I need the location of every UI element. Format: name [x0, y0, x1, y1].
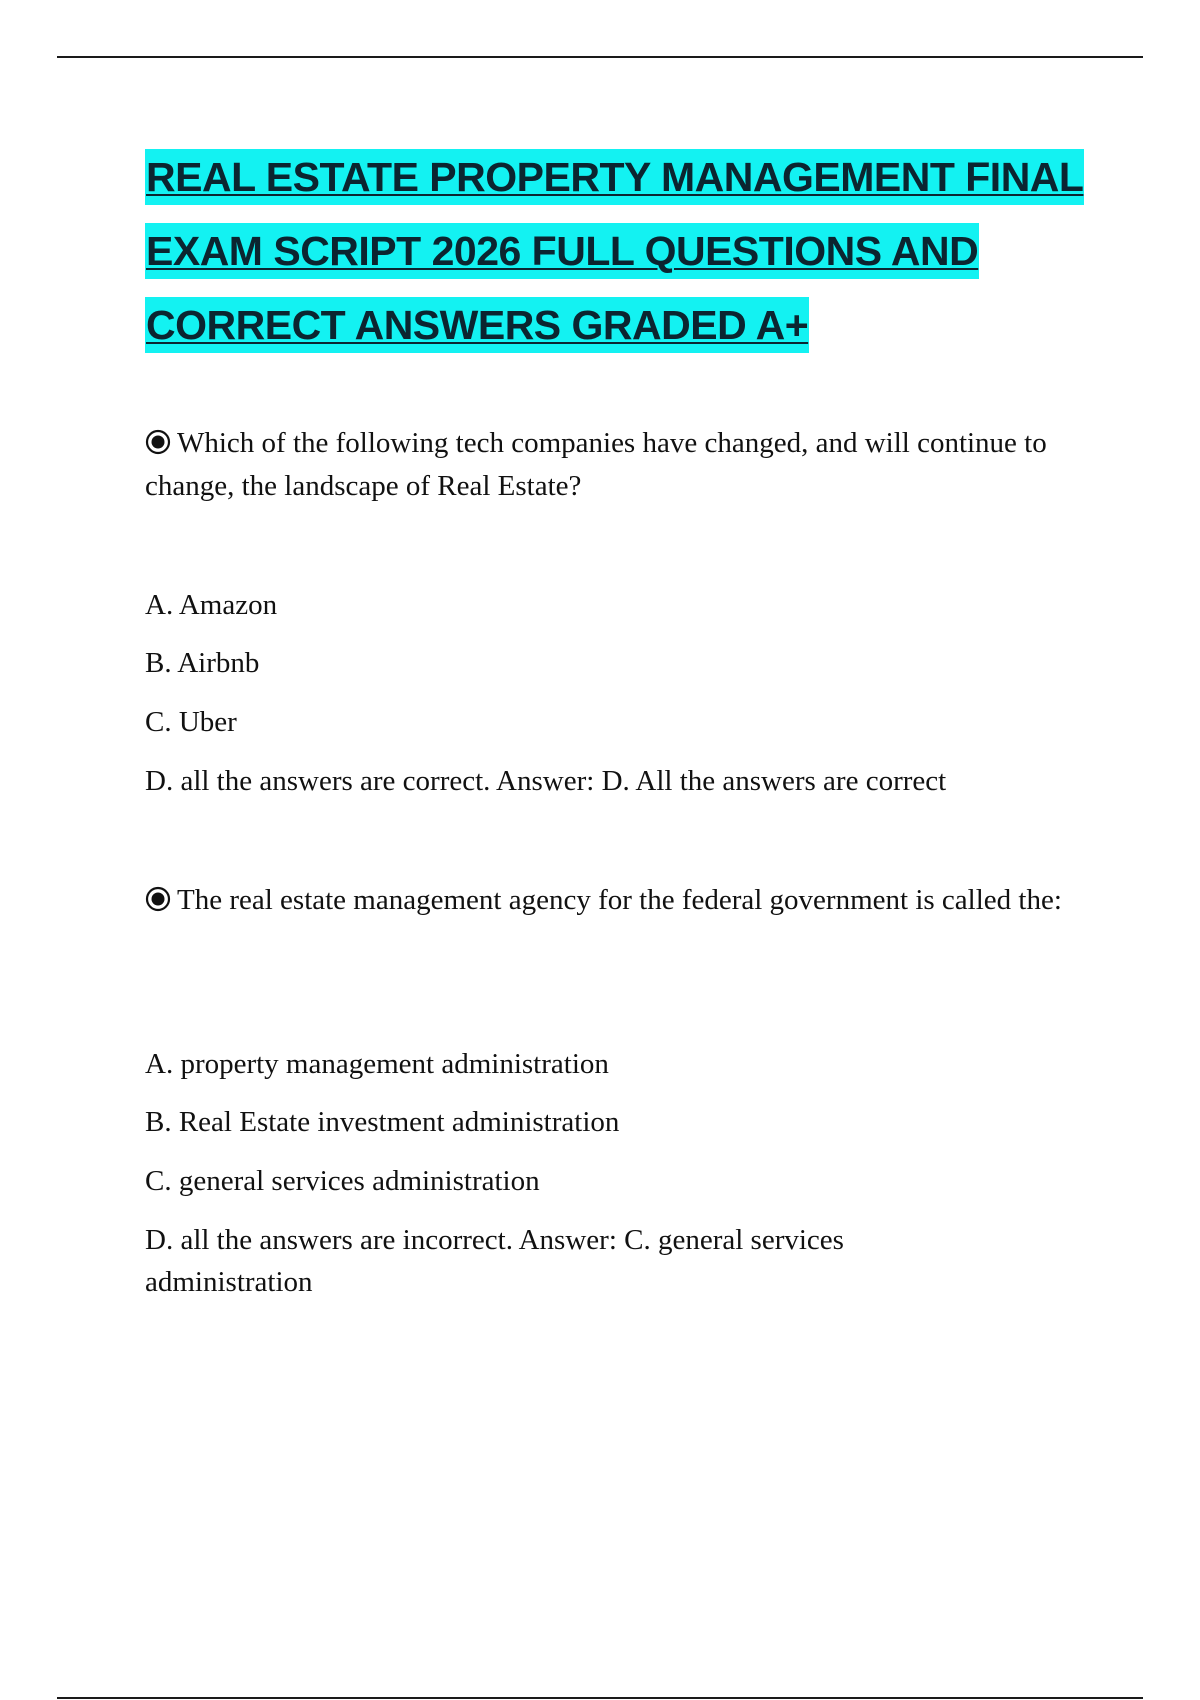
- radio-filled-icon: [145, 886, 171, 912]
- answer-option: A. Amazon: [145, 589, 278, 621]
- top-divider: [57, 56, 1143, 58]
- document-title: [145, 143, 1085, 365]
- title-line: EXAM SCRIPT 2026 FULL QUESTIONS AND: [145, 223, 979, 279]
- answer-option: D. all the answers are correct. Answer: D. All the answers are correct: [145, 765, 947, 797]
- answer-option: D. all the answers are incorrect. Answer: C. general services administration: [145, 1224, 844, 1298]
- question-block: [145, 422, 1065, 508]
- title-line: CORRECT ANSWERS GRADED A+: [145, 297, 809, 353]
- radio-filled-icon: [145, 429, 171, 455]
- answer-option: C. general services administration: [145, 1165, 540, 1197]
- answer-option: A. property management administration: [145, 1048, 609, 1080]
- answer-option: B. Airbnb: [145, 647, 260, 679]
- question-block: [145, 879, 1065, 922]
- question-text: [145, 879, 1065, 922]
- question-label: Which of the following tech companies have changed, and will continue to change, the landscape of Real Estate?: [145, 427, 1047, 502]
- question-text: [145, 422, 1065, 508]
- title-line: REAL ESTATE PROPERTY MANAGEMENT FINAL: [145, 149, 1084, 205]
- answer-option: B. Real Estate investment administration: [145, 1106, 620, 1138]
- question-label: The real estate management agency for the federal government is called the:: [177, 884, 1062, 916]
- answer-option: C. Uber: [145, 706, 237, 738]
- bottom-divider: [57, 1697, 1143, 1699]
